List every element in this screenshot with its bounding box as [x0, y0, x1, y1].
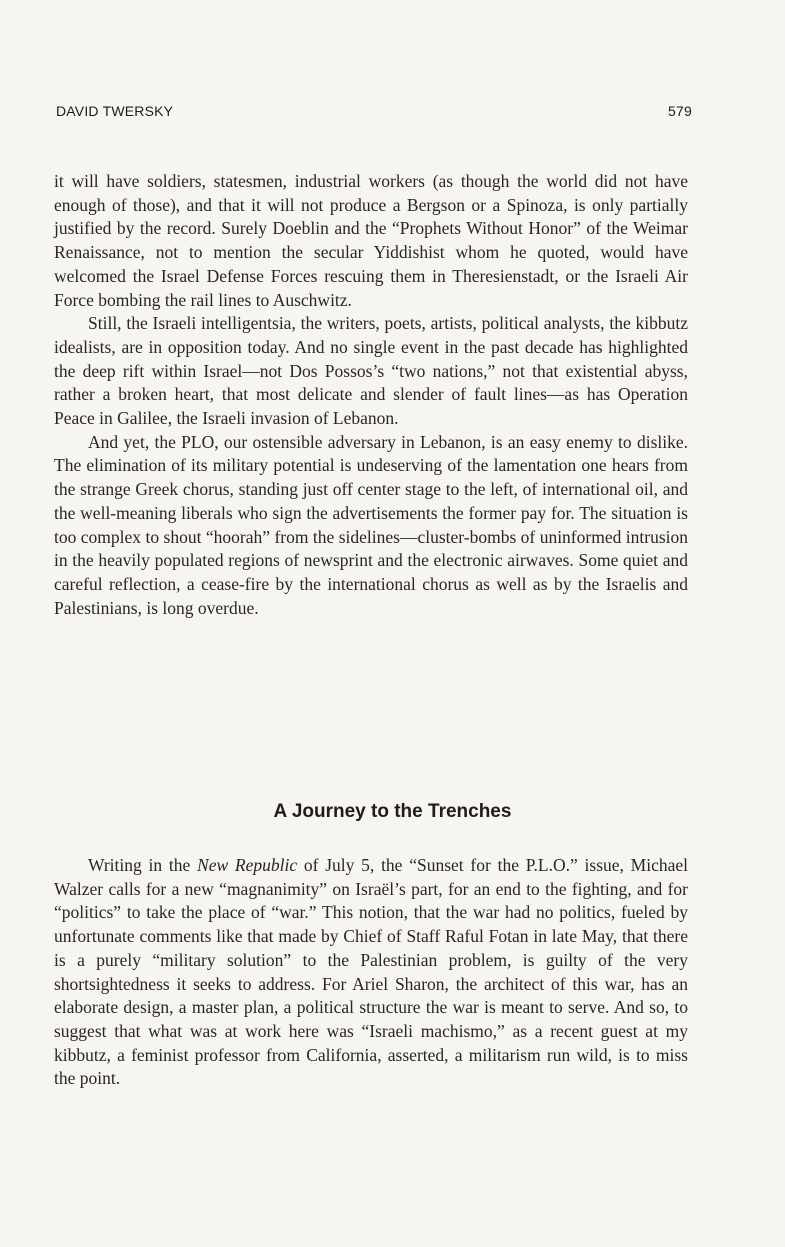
paragraph-4: [54, 854, 688, 1091]
running-head: [56, 103, 692, 123]
paragraph-2: Still, the Israeli intelligentsia, the writers, poets, artists, political analysts, the kibbutz idealists, are in opposition today. And no single event in the past decade has highlighted the deep rift within Israel—not Dos Possos’s “two nations,” not that existential abyss, rather a broken heart, that most delicate and slender of fault lines—as has Operation Peace in Galilee, the Israeli invasion of Lebanon.: [54, 313, 688, 429]
section-heading: A Journey to the Trenches: [273, 801, 512, 822]
paragraph-1: it will have soldiers, statesmen, industrial workers (as though the world did not have enough of those), and that it will not produce a Bergson or a Spinoza, is only partially justified by the record. Surely Doeblin and the “Prophets Without Honor” of the Weimar Renaissance, not to mention the secular Yiddishist whom he quoted, would have welcomed the Israel Defense Forces rescuing them in Theresienstadt, or the Israeli Air Force bombing the rail lines to Auschwitz.: [54, 171, 688, 310]
paragraph-3: And yet, the PLO, our ostensible adversary in Lebanon, is an easy enemy to dislike. The elimination of its military potential is undeserving of the lamentation one hears from the strange Greek chorus, standing just off center stage to the left, of international oil, and the well-meaning liberals who sign the advertisements the former pay for. The situation is too complex to shout “hoorah” from the sidelines—cluster-bombs of uninformed intrusion in the heavily populated regions of newsprint and the electronic airwaves. Some quiet and careful reflection, a cease-fire by the international chorus as well as by the Israelis and Palestinians, is long overdue.: [54, 431, 688, 618]
running-head-author: DAVID TWERSKY: [56, 103, 174, 119]
page-number: 579: [668, 103, 692, 119]
paragraph-4-rest: of July 5, the “Sunset for the P.L.O.” issue, Michael Walzer calls for a new “magnanimity” on Israël’s part, for an end to the fighting, and for “politics” to take the place of “war.” This notion, that the war had no politics, fueled by unfortunate comments like that made by Chief of Staff Raful Fotan in late May, that there is a purely “military solution” to the Palestinian problem, is guilty of the very shortsightedness it seeks to address. For Ariel Sharon, the architect of this war, has an elaborate design, a master plan, a political structure the war is meant to serve. And so, to suggest that what was at work here was “Israeli machismo,” as a recent guest at my kibbutz, a feminist professor from California, asserted, a militarism run wild, is to miss the point.: [54, 855, 689, 1089]
paragraph-4-lead: Writing in the: [88, 855, 198, 875]
publication-title: New Republic: [197, 855, 298, 875]
section-1-body: [54, 170, 688, 620]
section-2-body: [54, 854, 688, 1091]
